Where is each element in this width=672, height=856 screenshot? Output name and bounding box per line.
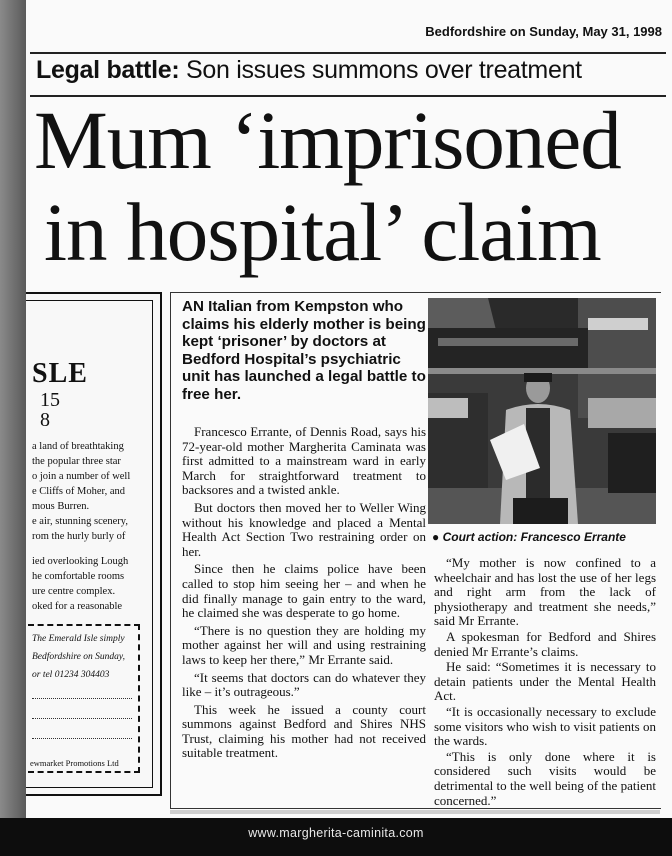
kicker-line — [36, 56, 582, 85]
caption-text: Court action: Francesco Errante — [442, 530, 626, 544]
advert-footer: ewmarket Promotions Ltd — [30, 758, 119, 768]
advert-line: a land of breathtaking — [32, 441, 124, 452]
headline — [34, 94, 621, 278]
top-rule — [30, 52, 666, 54]
headline-line-2: in hospital’ claim — [44, 186, 601, 278]
advert-line: o join a number of well — [32, 471, 131, 482]
paragraph: This week he issued a county court summons against Bedford and Shires NHS Trust, claiming his mother had not received suitable treatment. — [182, 701, 426, 761]
scan-streak — [170, 810, 660, 814]
paragraph: “My mother is now confined to a wheelchair and has lost the use of her legs and right arm from the lack of physiotherapy and treatment she needs,” said Mr Errante. — [434, 555, 656, 629]
kicker-text: Son issues summons over treatment — [179, 56, 582, 84]
bullet-icon: ● — [432, 530, 440, 544]
paragraph: A spokesman for Bedford and Shires denied Mr Errante’s claims. — [434, 628, 656, 659]
coupon-dotted-line — [32, 738, 132, 739]
advert-text — [32, 439, 152, 614]
paragraph: “This is only done where it is considered such visits would be detrimental to the well being of the patient concerned.” — [434, 748, 656, 808]
advert-number-1: 15 — [40, 389, 60, 411]
article-column-2 — [434, 556, 656, 809]
paragraph: “It seems that doctors can do whatever they like – it’s outrageous.” — [182, 669, 426, 700]
advert-box — [26, 292, 162, 796]
footer-url[interactable]: www.margherita-caminita.com — [248, 826, 424, 840]
dateline: Bedfordshire on Sunday, May 31, 1998 — [425, 24, 662, 39]
headline-line-1: Mum ‘imprisoned — [34, 94, 621, 186]
coupon-dotted-line — [32, 718, 132, 719]
advert-line: oked for a reasonable — [32, 601, 123, 612]
advert-line: he comfortable rooms — [32, 571, 125, 582]
kicker-label: Legal battle: — [36, 56, 180, 84]
advert-gap — [32, 544, 152, 554]
advert-line: mous Burren. — [32, 501, 90, 512]
coupon-line: Bedfordshire on Sunday, — [32, 652, 125, 662]
article-column-1 — [182, 425, 426, 764]
photo-caption — [432, 530, 626, 544]
paragraph: Since then he claims police have been called to stop him seeing her – and when he did finally manage to gain entry to the ward, he claimed she was desperate to go home. — [182, 561, 426, 621]
advert-line: e Cliffs of Moher, and — [32, 486, 125, 497]
advert-line: ure centre complex. — [32, 586, 116, 597]
page-shadow — [0, 0, 26, 836]
paragraph: “There is no question they are holding my mother against her will and using restraining laws to keep her there,” Mr Errante said. — [182, 622, 426, 667]
advert-line: ied overlooking Lough — [32, 556, 129, 567]
photo-illustration — [428, 298, 656, 524]
article-standfirst: AN Italian from Kempston who claims his elderly mother is being kept ‘prisoner’ by doctors at Bedford Hospital’s psychiatric unit has launched a legal battle to free her. — [182, 298, 426, 403]
paragraph: Francesco Errante, of Dennis Road, says his 72-year-old mother Margherita Caminata was first admitted to a mainstream ward in early March for straightforward treatment to backsores and a twisted ankle. — [182, 424, 426, 498]
paragraph: He said: “Sometimes it is necessary to detain patients under the Mental Health Act. — [434, 659, 656, 704]
coupon-dotted-line — [32, 698, 132, 699]
coupon-line: The Emerald Isle simply — [32, 634, 125, 644]
coupon-line: or tel 01234 304403 — [32, 670, 110, 680]
article-photo — [428, 298, 656, 524]
advert-line: e air, stunning scenery, — [32, 516, 128, 527]
advert-title: SLE — [32, 358, 88, 389]
paragraph: But doctors then moved her to Weller Wing without his knowledge and placed a Mental Health Act Section Two restraining order on her. — [182, 499, 426, 559]
paragraph: “It is occasionally necessary to exclude some visitors who wish to visit patients on the wards. — [434, 703, 656, 749]
advert-line: rom the hurly burly of — [32, 531, 126, 542]
advert-coupon — [28, 624, 140, 773]
advert-line: the popular three star — [32, 456, 121, 467]
advert-number-2: 8 — [40, 409, 50, 431]
